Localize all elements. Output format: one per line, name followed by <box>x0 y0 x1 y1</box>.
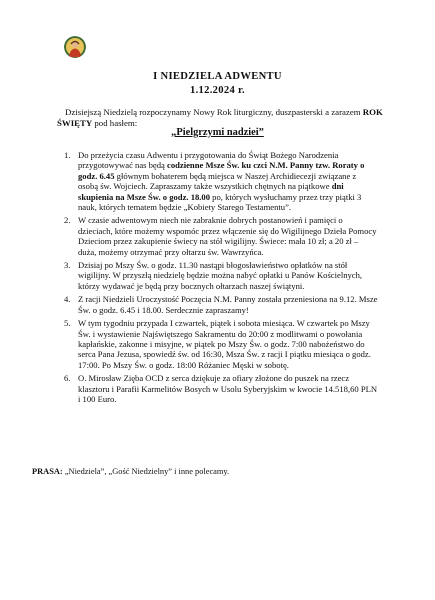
page-title: I NIEDZIELA ADWENTU <box>153 71 282 82</box>
list-item <box>64 373 378 404</box>
press-label: PRASA: <box>32 467 63 476</box>
item-text: głównym bohaterem będą miejsca w Naszej Archidiecezji związane z osobą św. Wojciech. Zapraszamy także wszystkich chętnych na piątkowe <box>78 170 357 192</box>
item-bold: codzienne Msze Św. ku czci N.M. Panny tzw. Roraty o godz. 6.45 <box>78 160 365 181</box>
intro-paragraph <box>57 107 387 129</box>
item-number: 6. <box>64 373 71 384</box>
item-bold: dni skupienia na Msze Św. o godz. 18.00 <box>78 181 344 202</box>
intro-text: Dzisiejszą Niedzielą rozpoczynamy Nowy Rok liturgiczny, duszpasterski a zarazem <box>65 107 363 117</box>
date-title: 1.12.2024 r. <box>189 85 245 96</box>
item-number: 4. <box>64 294 71 305</box>
list-item <box>64 318 378 370</box>
announcements-list <box>64 150 378 407</box>
intro-bold: ROK ŚWIĘTY <box>57 107 383 128</box>
item-text: W tym tygodniu przypada I czwartek, piątek i sobota miesiąca. W czwartek po Mszy Św. i wystawienie Najświętszego Sakramentu do 20:00 z modlitwami o powołania kapłańskie, zakonne i misyjne, w piątek po Mszy Św. o godz. 7:00 nabożeństwo do serca Pana Jezusa, spowiedź św. od 16:30, Msza Św. z racji I piątku miesiąca o godz. 17:00. Po Mszy Św. o godz. 18:00 Różaniec Męski w sobotę. <box>78 318 371 370</box>
list-item <box>64 260 378 291</box>
item-number: 5. <box>64 318 71 329</box>
motto: „Pielgrzymi nadziei” <box>171 127 264 138</box>
item-text: Do przeżycia czasu Adwentu i przygotowania do Świąt Bożego Narodzenia przygotowywać nas będą <box>78 150 339 171</box>
item-text: po, których wysłuchamy przez trzy piątki 3 nauk, których tematem będzie „Kobiety Starego Testamentu”. <box>78 191 362 213</box>
item-text: W czasie adwentowym niech nie zabraknie dobrych postanowień i pamięci o dzieciach, które możemy wspomóc przez włączenie się do Wigilijnego Dzieła Pomocy Dzieciom przez zakupienie świecy na stół wigilijny. Świece: mała 10 zł; a 20 zł – duża, możemy otrzymać przy ołtarzu św. Wawrzyńca. <box>78 215 377 257</box>
item-text: Dzisiaj po Mszy Św. o godz. 11.30 nastąpi błogosławieństwo opłatków na stół wigilijny. W przyszłą niedzielę będzie można nabyć opłatki u Panów Kościelnych, którzy wydawać je będą przy bocznych ołtarzach naszej świątyni. <box>78 260 363 291</box>
item-number: 3. <box>64 260 71 271</box>
item-number: 1. <box>64 150 71 160</box>
list-item <box>64 294 378 315</box>
item-number: 2. <box>64 215 71 226</box>
press-text: „Niedziela”, „Gość Niedzielny” i inne polecamy. <box>62 467 230 476</box>
item-text: Z racji Niedzieli Uroczystość Poczęcia N.M. Panny została przeniesiona na 9.12. Msze Św. o godz. 6.45 i 18.00. Serdecznie zapraszamy! <box>78 294 378 315</box>
press-note <box>32 467 229 476</box>
item-text: O. Mirosław Zięba OCD z serca dziękuje za ofiary złożone do puszek na rzecz klasztoru i Parafii Karmelitów Bosych w Usolu Syberyjskim w kwocie 14.518,60 PLN i 100 Euro. <box>78 373 378 404</box>
list-item <box>64 150 378 212</box>
list-item <box>64 215 378 257</box>
saint-portrait-icon <box>64 36 86 58</box>
intro-text-end: pod hasłem: <box>92 118 138 128</box>
